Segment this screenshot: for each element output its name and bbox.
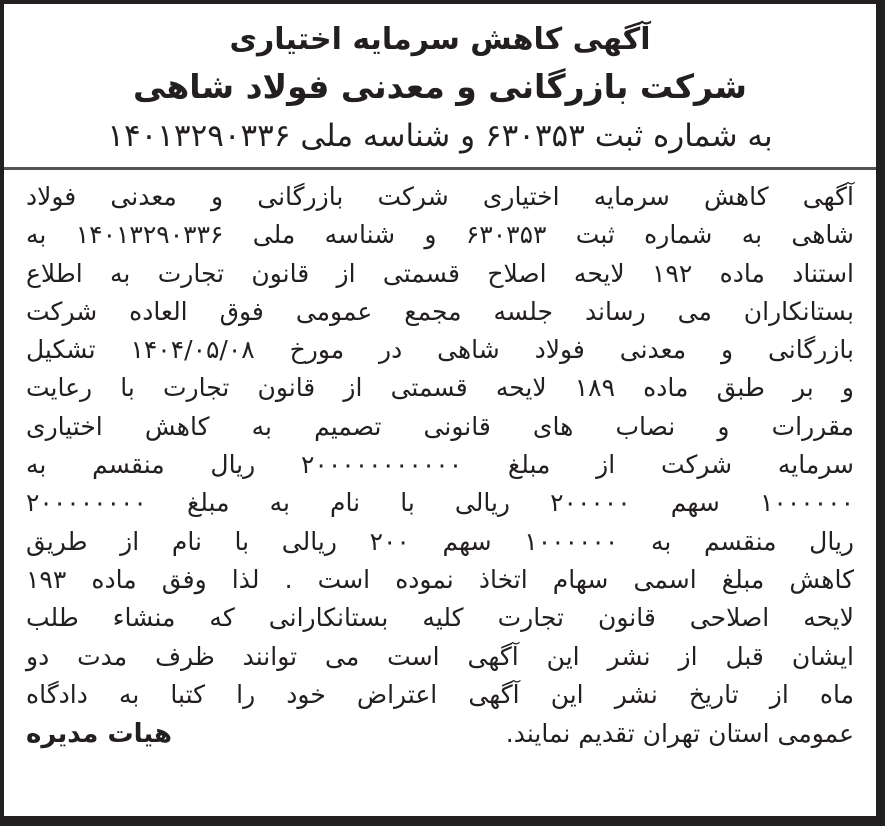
body-line: کاهش مبلغ اسمی سهام اتخاذ نموده است . لذا وفق ماده ۱۹۳: [26, 564, 854, 594]
body-line: سرمایه شرکت از مبلغ ۲۰۰۰۰۰۰۰۰۰۰۰ ریال منقسم به: [26, 450, 854, 480]
body-line: مقررات و نصاب های قانونی تصمیم به کاهش اختیاری: [26, 411, 854, 441]
body-line: ریال منقسم به ۱۰۰۰۰۰۰ سهم ۲۰۰ ریالی با نام از طریق: [26, 526, 854, 556]
company-name: شرکت بازرگانی و معدنی فولاد شاهی: [132, 67, 747, 106]
notice-title: آگهی کاهش سرمایه اختیاری: [229, 22, 651, 57]
notice-body: [4, 170, 876, 754]
body-line: بستانکاران می رساند جلسه مجمع عمومی فوق العاده شرکت: [26, 296, 854, 326]
registration-info: به شماره ثبت ۶۳۰۳۵۳ و شناسه ملی ۱۴۰۱۳۲۹۰۳۳۶: [107, 118, 773, 154]
body-line: ۱۰۰۰۰۰۰ سهم ۲۰۰۰۰۰ ریالی با نام به مبلغ ۲۰۰۰۰۰۰۰۰: [26, 488, 854, 518]
notice-header: [4, 4, 876, 170]
notice-frame: [4, 4, 879, 816]
body-line: استناد ماده ۱۹۲ لایحه اصلاح قسمتی از قانون تجارت به اطلاع: [26, 258, 854, 288]
body-last-line: [26, 714, 854, 754]
body-line: شاهی به شماره ثبت ۶۳۰۳۵۳ و شناسه ملی ۱۴۰۱۳۲۹۰۳۳۶ به: [26, 220, 855, 250]
body-line: لایحه اصلاحی قانون تجارت کلیه بستانکارانی که منشاء طلب: [26, 603, 854, 633]
signature: هیات مدیره: [26, 719, 172, 750]
body-line: ایشان قبل از نشر این آگهی است می توانند ظرف مدت دو: [26, 641, 854, 671]
body-line: آگهی کاهش سرمایه اختیاری شرکت بازرگانی و معدنی فولاد: [26, 182, 854, 211]
body-line: ماه از تاریخ نشر این آگهی اعتراض خود را کتبا به دادگاه: [26, 679, 854, 709]
body-line: و بر طبق ماده ۱۸۹ لایحه قسمتی از قانون تجارت با رعایت: [26, 373, 854, 403]
body-line: بازرگانی و معدنی فولاد شاهی در مورخ ۱۴۰۴/۰۵/۰۸ تشکیل: [26, 335, 854, 365]
body-closing-text: عمومی استان تهران تقدیم نمایند.: [505, 719, 854, 749]
